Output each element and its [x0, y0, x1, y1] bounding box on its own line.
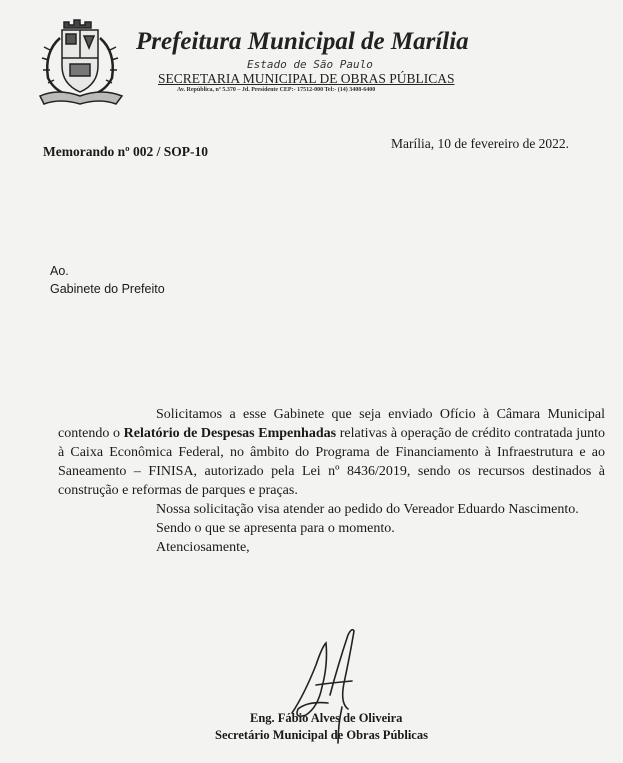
- body-p1-text: Solicitamos a esse Gabinete que seja enviado Ofício à Câmara Municipal contendo o: [58, 407, 605, 441]
- handwritten-signature: [282, 625, 392, 745]
- letterhead-state: Estado de São Paulo: [247, 58, 373, 71]
- signatory-title: Secretário Municipal de Obras Públicas: [215, 728, 428, 742]
- letterhead-address: Av. República, nº 5.370 – Jd. Presidente CEP:- 17512-000 Tel:- (14) 3408-6400: [177, 87, 376, 93]
- memo-number: Memorando nº 002 / SOP-10: [43, 144, 208, 159]
- memo-body: [58, 405, 605, 557]
- memo-date: Marília, 10 de fevereiro de 2022.: [391, 136, 570, 151]
- body-p1-text-end: relativas à operação de crédito contratada junto à Caixa Econômica Federal, no âmbito do Programa de Financiamento à Infraestrutura e ao Saneamento – FINISA, autorizado pela Lei nº 8436/2019, sendo os recursos destinados à construção e reformas de parques e praças.: [58, 426, 605, 498]
- addressee-salutation: Ao.: [50, 264, 69, 278]
- body-paragraph-2: Nossa solicitação visa atender ao pedido do Vereador Eduardo Nascimento.: [156, 502, 579, 517]
- letterhead-department: SECRETARIA MUNICIPAL DE OBRAS PÚBLICAS: [158, 71, 455, 86]
- body-paragraph-1: [58, 405, 605, 500]
- body-paragraph-3: Sendo o que se apresenta para o momento.: [156, 521, 395, 536]
- signatory-name: Eng. Fábio Alves de Oliveira: [250, 711, 403, 725]
- municipal-crest-icon: [36, 18, 126, 106]
- letterhead-title: Prefeitura Municipal de Marília: [136, 28, 469, 55]
- body-p1-bold: Relatório de Despesas Empenhadas: [123, 426, 337, 441]
- body-closing: Atenciosamente,: [156, 540, 250, 555]
- addressee-name: Gabinete do Prefeito: [50, 282, 165, 296]
